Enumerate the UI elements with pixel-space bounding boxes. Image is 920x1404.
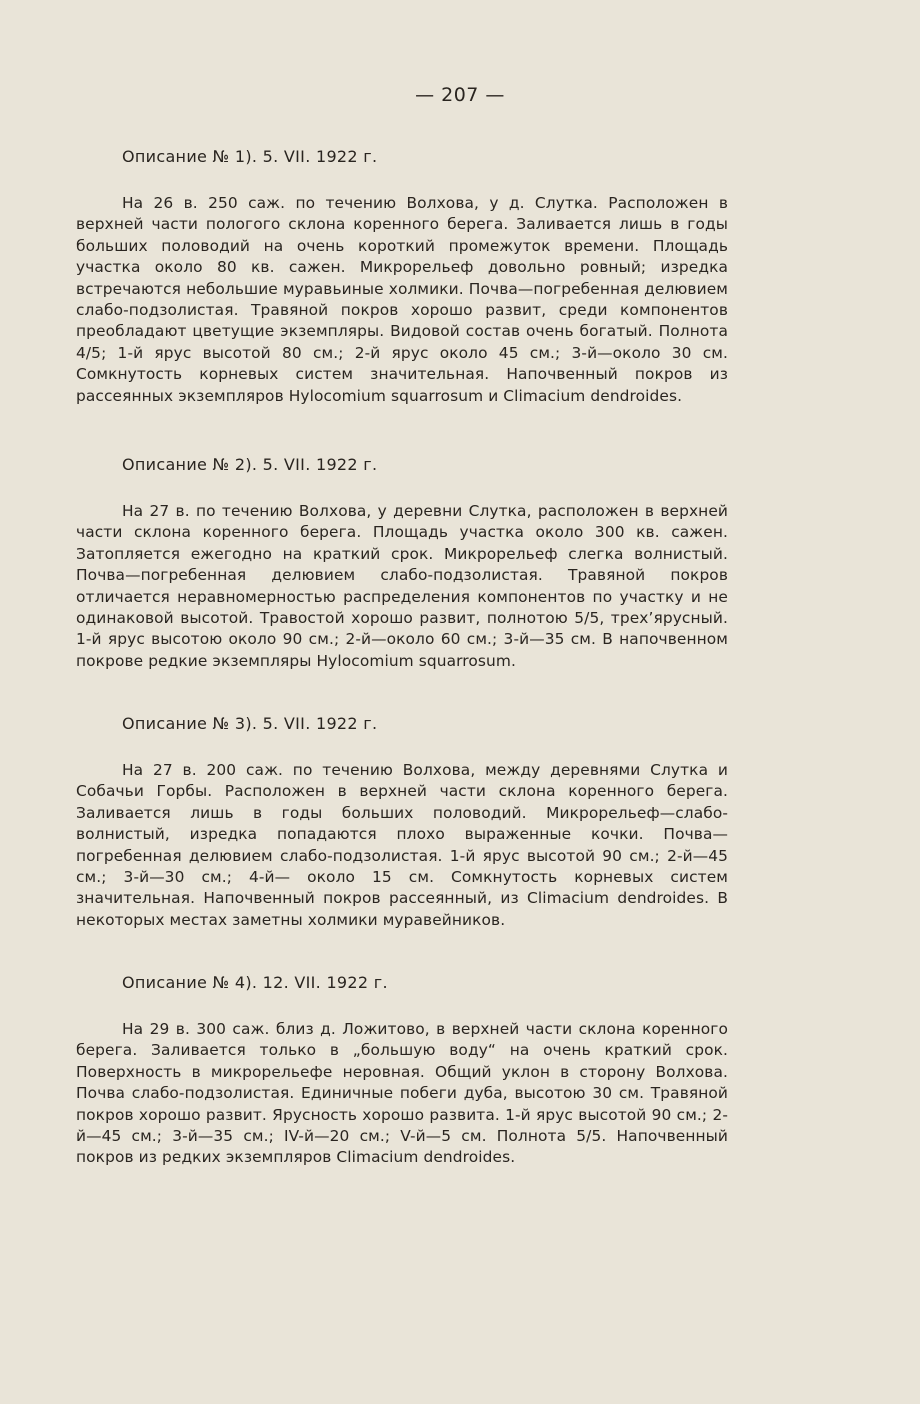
description-2-text: На 27 в. по течению Волхова, у деревни Слутка, расположен в верхней части склона коренного берега. Площадь участка около 300 кв. сажен. Затопляется ежегодно на краткий срок. Микрорельеф слегка волнистый. Почва—погребенная делювием слабо-подзолистая. Травяной покров отличается неравномерностью распределения компонентов по участку и не одинаковой высотой. Травостой хорошо развит, полнотою 5/5, трех’ярусный. 1-й ярус высотою около 90 см.; 2-й—около 60 см.; 3-й—35 см. В напочвенном покрове редкие экземпляры Hylocomium squarrosum. — [76, 502, 728, 670]
description-1-heading: Описание № 1). 5. VII. 1922 г. — [122, 147, 378, 166]
description-3 — [76, 713, 728, 931]
description-1-text: На 26 в. 250 саж. по течению Волхова, у д. Слутка. Расположен в верхней части пологого склона коренного берега. Заливается лишь в годы больших половодий на очень короткий промежуток времени. Площадь участка около 80 кв. сажен. Микрорельеф довольно ровный; изредка встречаются небольшие муравьиные холмики. Почва—погребенная делювием слабо-подзолистая. Травяной покров хорошо развит, среди компонентов преобладают цветущие экземпляры. Видовой состав очень богатый. Полнота 4/5; 1-й ярус высотой 80 см.; 2-й ярус около 45 см.; 3-й—около 30 см. Сомкнутость корневых систем значительная. Напочвенный покров из рассеянных экземпляров Hylocomium squarrosum и Climacium dendroides. — [76, 194, 728, 405]
description-2-heading: Описание № 2). 5. VII. 1922 г. — [122, 455, 378, 474]
description-1 — [76, 146, 728, 407]
description-2 — [76, 454, 728, 672]
description-3-text: На 27 в. 200 саж. по течению Волхова, между деревнями Слутка и Собачьи Горбы. Расположен в верхней части склона коренного берега. Заливается лишь в годы больших половодий. Микрорельеф—слабо-волнистый, изредка попадаются плохо выраженные кочки. Почва—погребенная делювием слабо-подзолистая. 1-й ярус высотой 90 см.; 2-й—45 см.; 3-й—30 см.; 4-й— около 15 см. Сомкнутость корневых систем значительная. Напочвенный покров рассеянный, из Climacium dendroides. В некоторых местах заметны холмики муравейников. — [76, 761, 728, 929]
description-4-text: На 29 в. 300 саж. близ д. Ложитово, в верхней части склона коренного берега. Заливается только в „большую воду“ на очень краткий срок. Поверхность в микрорельефе неровная. Общий уклон в сторону Волхова. Почва слабо-подзолистая. Единичные побеги дуба, высотою 30 см. Травяной покров хорошо развит. Ярусность хорошо развита. 1-й ярус высотой 90 см.; 2-й—45 см.; 3-й—35 см.; IV-й—20 см.; V-й—5 см. Полнота 5/5. Напочвенный покров из редких экземпляров Climacium dendroides. — [76, 1020, 728, 1167]
description-4 — [76, 972, 728, 1169]
description-3-heading: Описание № 3). 5. VII. 1922 г. — [122, 714, 378, 733]
page-number: — 207 — — [415, 84, 505, 106]
description-4-heading: Описание № 4). 12. VII. 1922 г. — [122, 973, 388, 992]
